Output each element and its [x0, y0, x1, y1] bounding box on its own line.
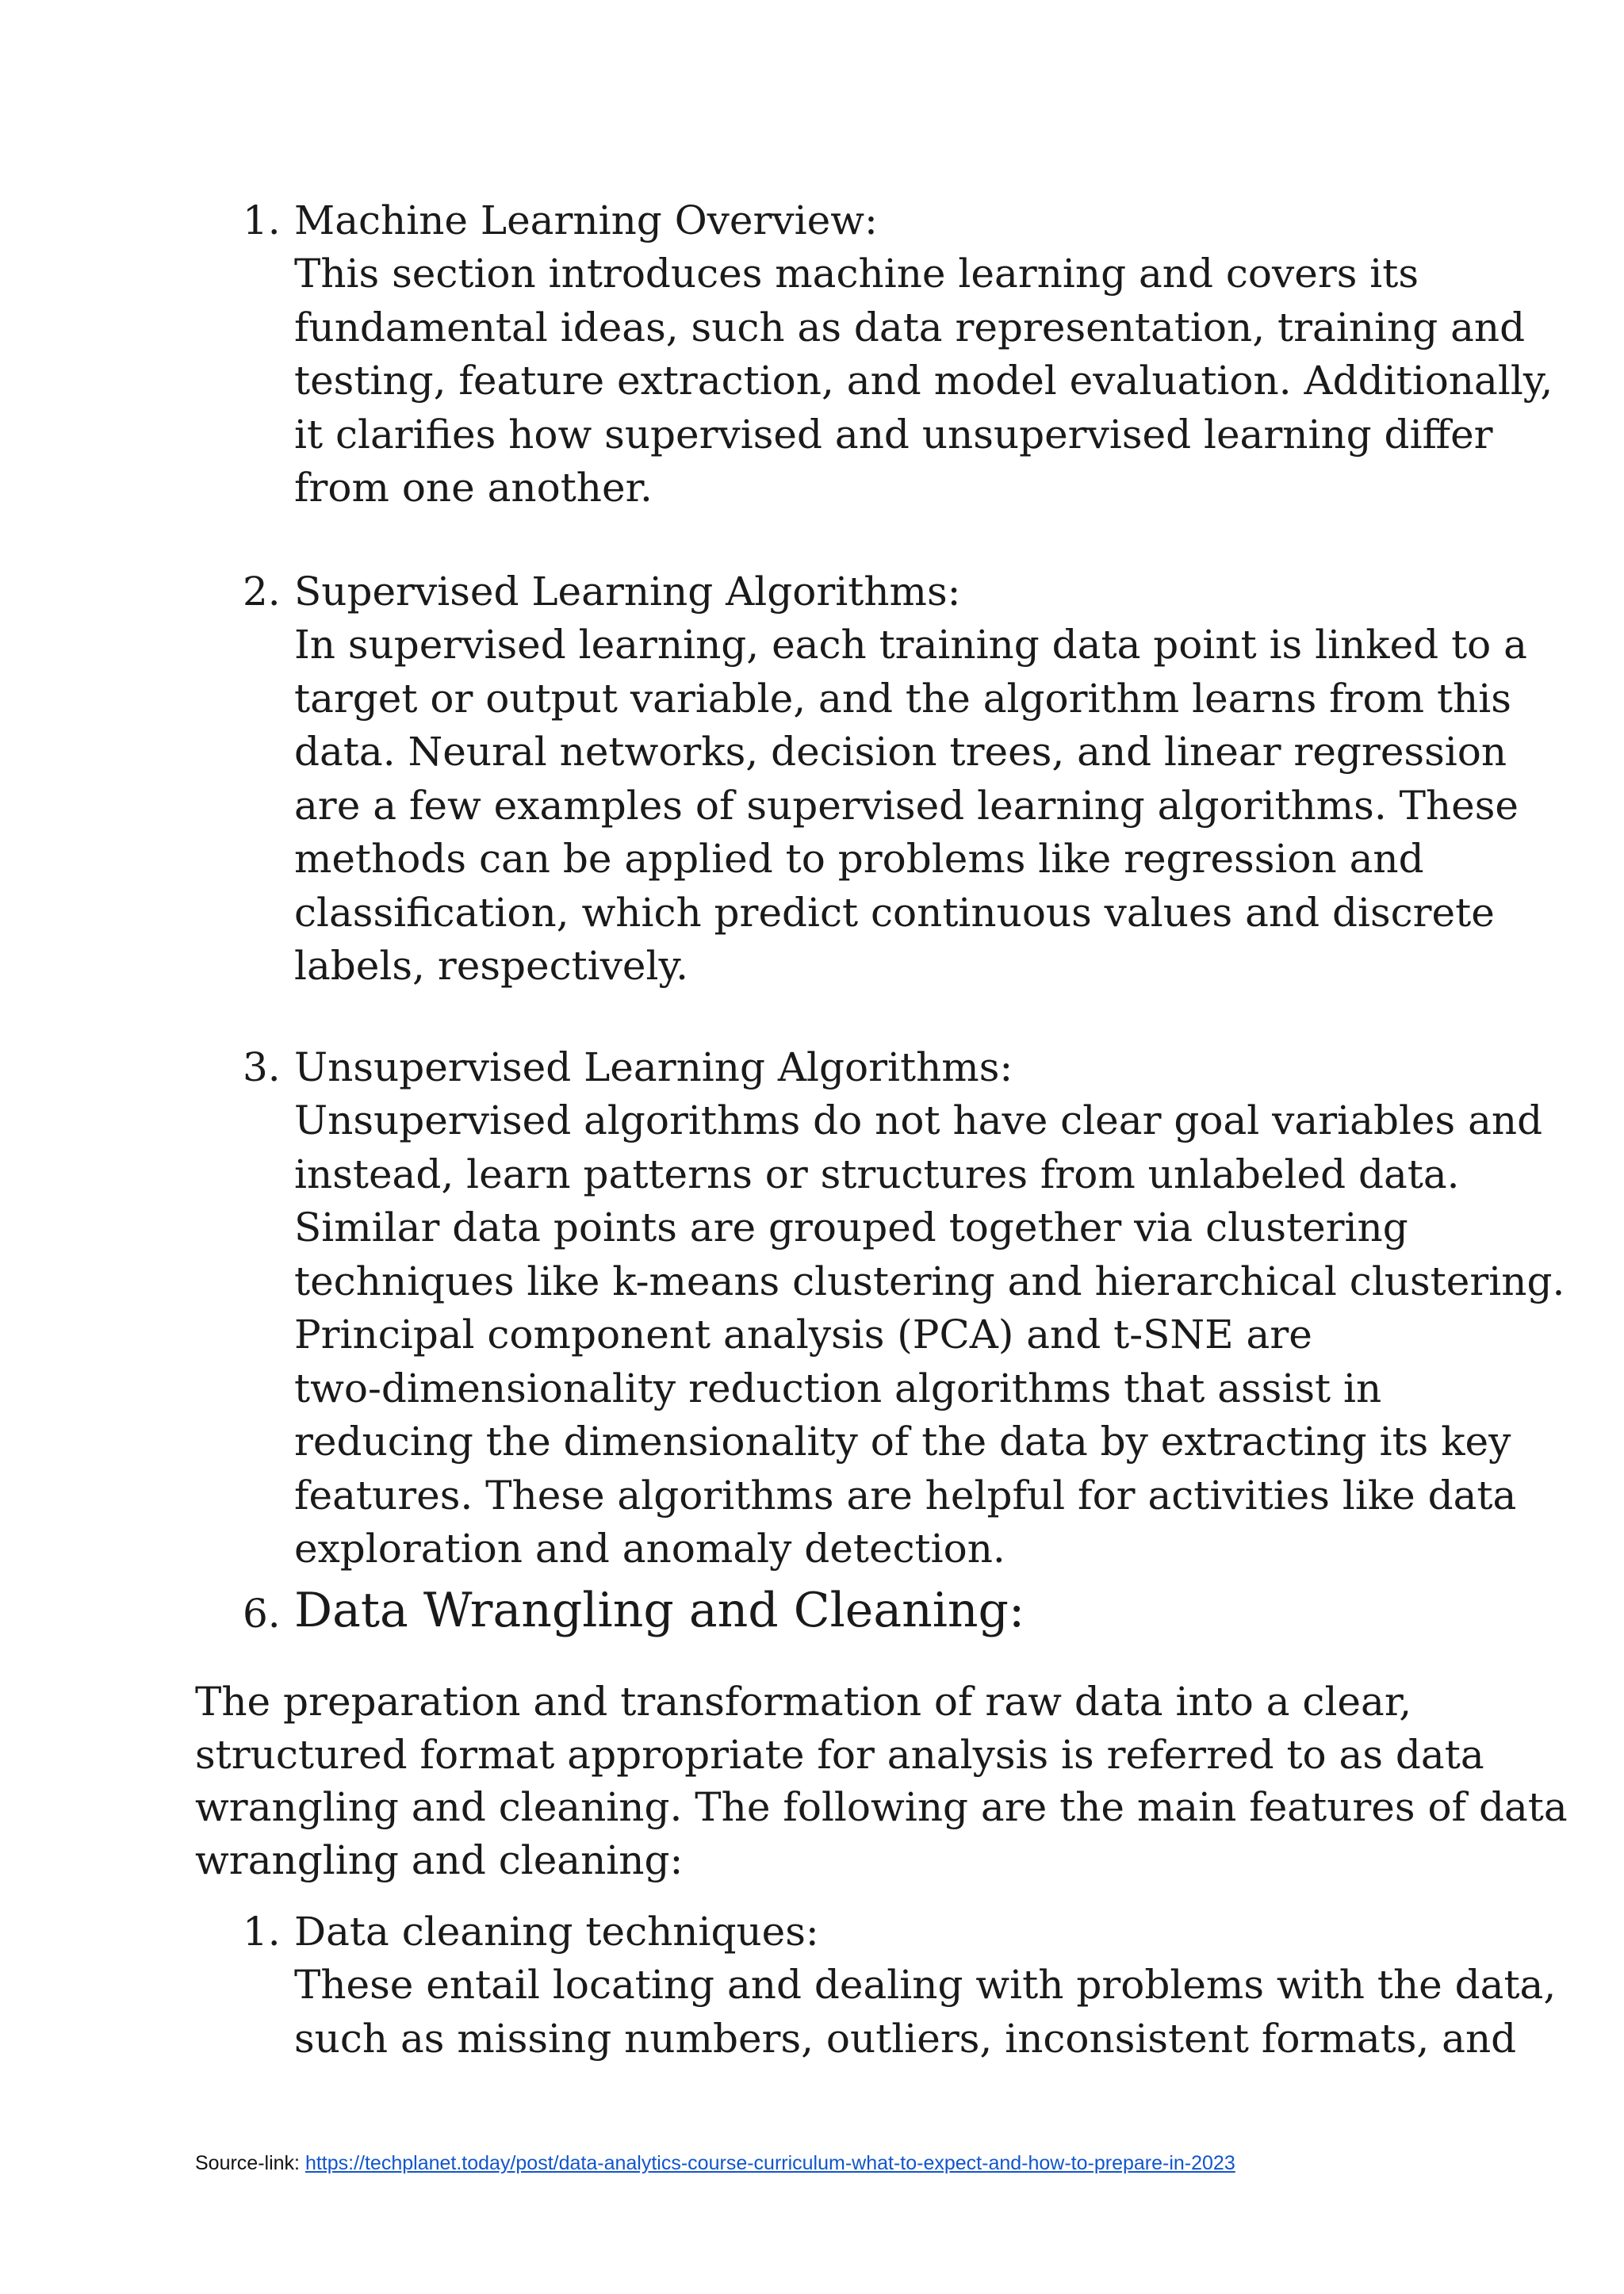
list-item-title: Machine Learning Overview: — [294, 197, 878, 243]
source-link[interactable]: https://techplanet.today/post/data-analytics-course-curriculum-what-to-expect-and-how-to-prepare-in-2023 — [304, 2152, 1235, 2174]
list-item-title: Data cleaning techniques: — [294, 1909, 819, 1955]
body-line: methods can be applied to problems like regression and — [294, 836, 1424, 882]
heading-number: 6. — [243, 1591, 281, 1637]
body-line: reducing the dimensionality of the data by extracting its key — [294, 1419, 1511, 1465]
body-line: are a few examples of supervised learning algorithms. These — [294, 782, 1519, 829]
paragraph-line: structured format appropriate for analysis is referred to as data — [195, 1731, 1484, 1778]
body-line: two-dimensionality reduction algorithms that assist in — [294, 1365, 1382, 1411]
body-line: Unsupervised algorithms do not have clear goal variables and — [294, 1097, 1543, 1143]
body-line: it clarifies how supervised and unsupervised learning differ — [294, 411, 1493, 458]
body-line: Principal component analysis (PCA) and t-SNE are — [294, 1312, 1312, 1358]
body-line: data. Neural networks, decision trees, and linear regression — [294, 729, 1507, 775]
body-line: These entail locating and dealing with problems with the data, — [294, 1962, 1557, 2008]
body-line: features. These algorithms are helpful for activities like data — [294, 1472, 1517, 1518]
list-number: 1. — [243, 1909, 281, 1955]
source-label: Source-link: — [195, 2152, 305, 2174]
list-number: 1. — [243, 197, 281, 243]
body-line: techniques like k-means clustering and hierarchical clustering. — [294, 1258, 1565, 1304]
list-item-body — [294, 1094, 1565, 1576]
body-line: exploration and anomaly detection. — [294, 1526, 1005, 1572]
list-number: 3. — [243, 1044, 281, 1090]
list-item-body — [294, 1959, 1557, 2066]
source-footer — [195, 2150, 1235, 2176]
list-number: 2. — [243, 569, 281, 615]
list-item-title: Unsupervised Learning Algorithms: — [294, 1044, 1013, 1090]
paragraph-line: wrangling and cleaning. The following are the main features of data — [195, 1784, 1568, 1830]
paragraph-line: The preparation and transformation of raw data into a clear, — [195, 1679, 1412, 1725]
body-line: from one another. — [294, 465, 653, 511]
list-item-body — [294, 618, 1527, 994]
heading-title: Data Wrangling and Cleaning: — [294, 1583, 1025, 1638]
body-line: labels, respectively. — [294, 943, 688, 989]
body-line: testing, feature extraction, and model evaluation. Additionally, — [294, 358, 1553, 404]
body-line: classification, which predict continuous values and discrete — [294, 889, 1495, 936]
body-line: In supervised learning, each training data point is linked to a — [294, 622, 1527, 668]
body-line: instead, learn patterns or structures from unlabeled data. — [294, 1151, 1460, 1197]
list-item-body — [294, 247, 1553, 515]
body-line: such as missing numbers, outliers, inconsistent formats, and — [294, 2015, 1517, 2062]
paragraph-line: wrangling and cleaning: — [195, 1836, 684, 1883]
body-line: target or output variable, and the algorithm learns from this — [294, 675, 1511, 722]
list-item-title: Supervised Learning Algorithms: — [294, 569, 961, 615]
body-line: Similar data points are grouped together via clustering — [294, 1204, 1408, 1250]
body-line: This section introduces machine learning and covers its — [294, 251, 1419, 297]
intro-paragraph — [195, 1676, 1568, 1886]
body-line: fundamental ideas, such as data representation, training and — [294, 304, 1526, 350]
